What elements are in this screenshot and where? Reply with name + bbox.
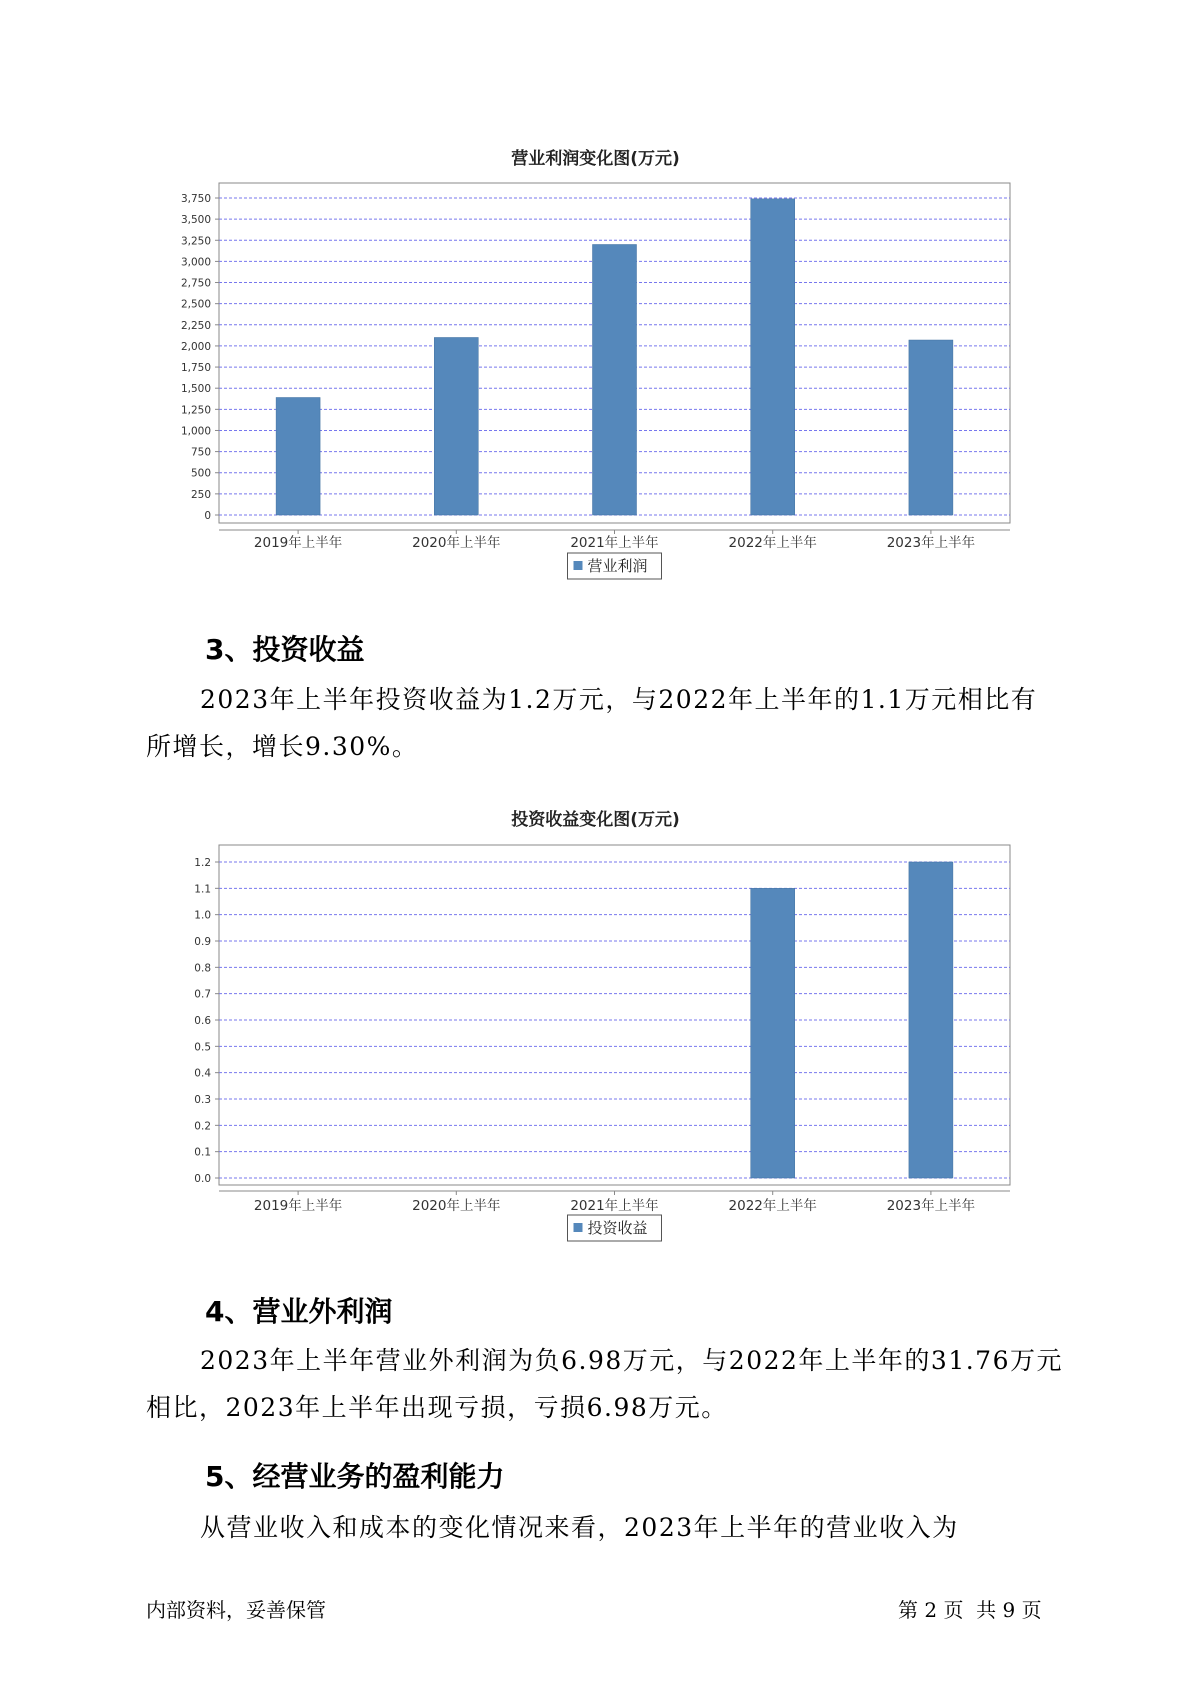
bar (751, 199, 795, 515)
y-tick-label: 1,750 (180, 362, 211, 375)
plot-area (219, 845, 1010, 1185)
y-tick-label: 500 (190, 467, 211, 480)
paragraph-line: 从营业收入和成本的变化情况来看，2023年上半年的营业收入为 (200, 1513, 959, 1542)
bar (276, 397, 320, 515)
y-tick-label: 3,500 (180, 214, 211, 227)
bar (909, 340, 953, 515)
chart-title-investment-income: 投资收益变化图(万元) (511, 810, 680, 830)
x-tick-label: 2021年上半年 (570, 535, 659, 551)
y-tick-label: 0.2 (194, 1120, 211, 1133)
y-tick-label: 3,000 (180, 256, 211, 269)
y-tick-label: 1.0 (194, 909, 211, 922)
x-tick-label: 2019年上半年 (253, 535, 343, 551)
section-heading-investment-income: 3、投资收益 (205, 633, 365, 666)
y-tick-label: 1,500 (180, 383, 211, 396)
paragraph-line: 相比，2023年上半年出现亏损，亏损6.98万元。 (146, 1393, 728, 1422)
y-tick-label: 2,250 (180, 319, 211, 332)
bar (593, 244, 637, 515)
section-heading-non-operating-profit: 4、营业外利润 (205, 1295, 393, 1328)
x-tick-label: 2020年上半年 (412, 1198, 501, 1214)
x-tick-label: 2020年上半年 (412, 535, 501, 551)
x-tick-label: 2023年上半年 (886, 1198, 976, 1214)
y-tick-label: 0.9 (194, 936, 211, 948)
y-tick-label: 0 (204, 510, 211, 522)
investment-income-chart (0, 832, 1191, 1252)
y-tick-label: 0.8 (194, 962, 211, 975)
bar (751, 888, 795, 1178)
paragraph-investment-income (146, 676, 1066, 770)
y-tick-label: 1.1 (194, 883, 211, 896)
y-tick-label: 0.6 (194, 1015, 211, 1027)
y-tick-label: 2,000 (180, 340, 211, 353)
y-tick-label: 3,750 (180, 193, 211, 205)
y-tick-label: 250 (190, 488, 211, 501)
y-tick-label: 0.1 (194, 1146, 211, 1159)
y-tick-label: 1.2 (194, 857, 211, 869)
chart-title-operating-profit: 营业利润变化图(万元) (511, 149, 680, 169)
y-tick-label: 0.0 (194, 1173, 211, 1185)
y-tick-label: 2,500 (180, 298, 211, 311)
y-tick-label: 0.5 (194, 1041, 211, 1054)
y-tick-label: 2,750 (180, 277, 211, 290)
y-tick-label: 0.3 (194, 1094, 211, 1106)
legend-label: 营业利润 (587, 557, 648, 575)
bar (434, 337, 478, 515)
section-heading-profitability: 5、经营业务的盈利能力 (205, 1460, 505, 1493)
y-tick-label: 1,000 (180, 425, 211, 438)
y-tick-label: 0.4 (194, 1067, 211, 1080)
x-tick-label: 2021年上半年 (570, 1198, 659, 1214)
y-tick-label: 750 (190, 446, 211, 459)
legend-label: 投资收益 (587, 1219, 648, 1237)
x-tick-label: 2023年上半年 (886, 535, 976, 551)
paragraph-line: 2023年上半年投资收益为1.2万元，与2022年上半年的1.1万元相比有 (200, 685, 1038, 714)
y-tick-label: 3,250 (180, 235, 211, 248)
paragraph-line: 所增长，增长9.30%。 (146, 732, 419, 761)
legend-swatch (574, 1223, 583, 1232)
paragraph-profitability (146, 1504, 1066, 1551)
bar (909, 862, 953, 1178)
y-tick-label: 0.7 (194, 988, 211, 1001)
paragraph-non-operating-profit (146, 1337, 1066, 1431)
x-tick-label: 2019年上半年 (253, 1198, 343, 1214)
footer-confidential-note: 内部资料，妥善保管 (146, 1598, 326, 1622)
x-tick-label: 2022年上半年 (728, 1198, 817, 1214)
paragraph-line: 2023年上半年营业外利润为负6.98万元，与2022年上半年的31.76万元 (200, 1346, 1063, 1375)
footer-page-number: 第 2 页 共 9 页 (898, 1598, 1042, 1622)
x-tick-label: 2022年上半年 (728, 535, 817, 551)
y-tick-label: 1,250 (180, 404, 211, 417)
legend-swatch (574, 561, 583, 570)
operating-profit-chart (0, 170, 1191, 590)
